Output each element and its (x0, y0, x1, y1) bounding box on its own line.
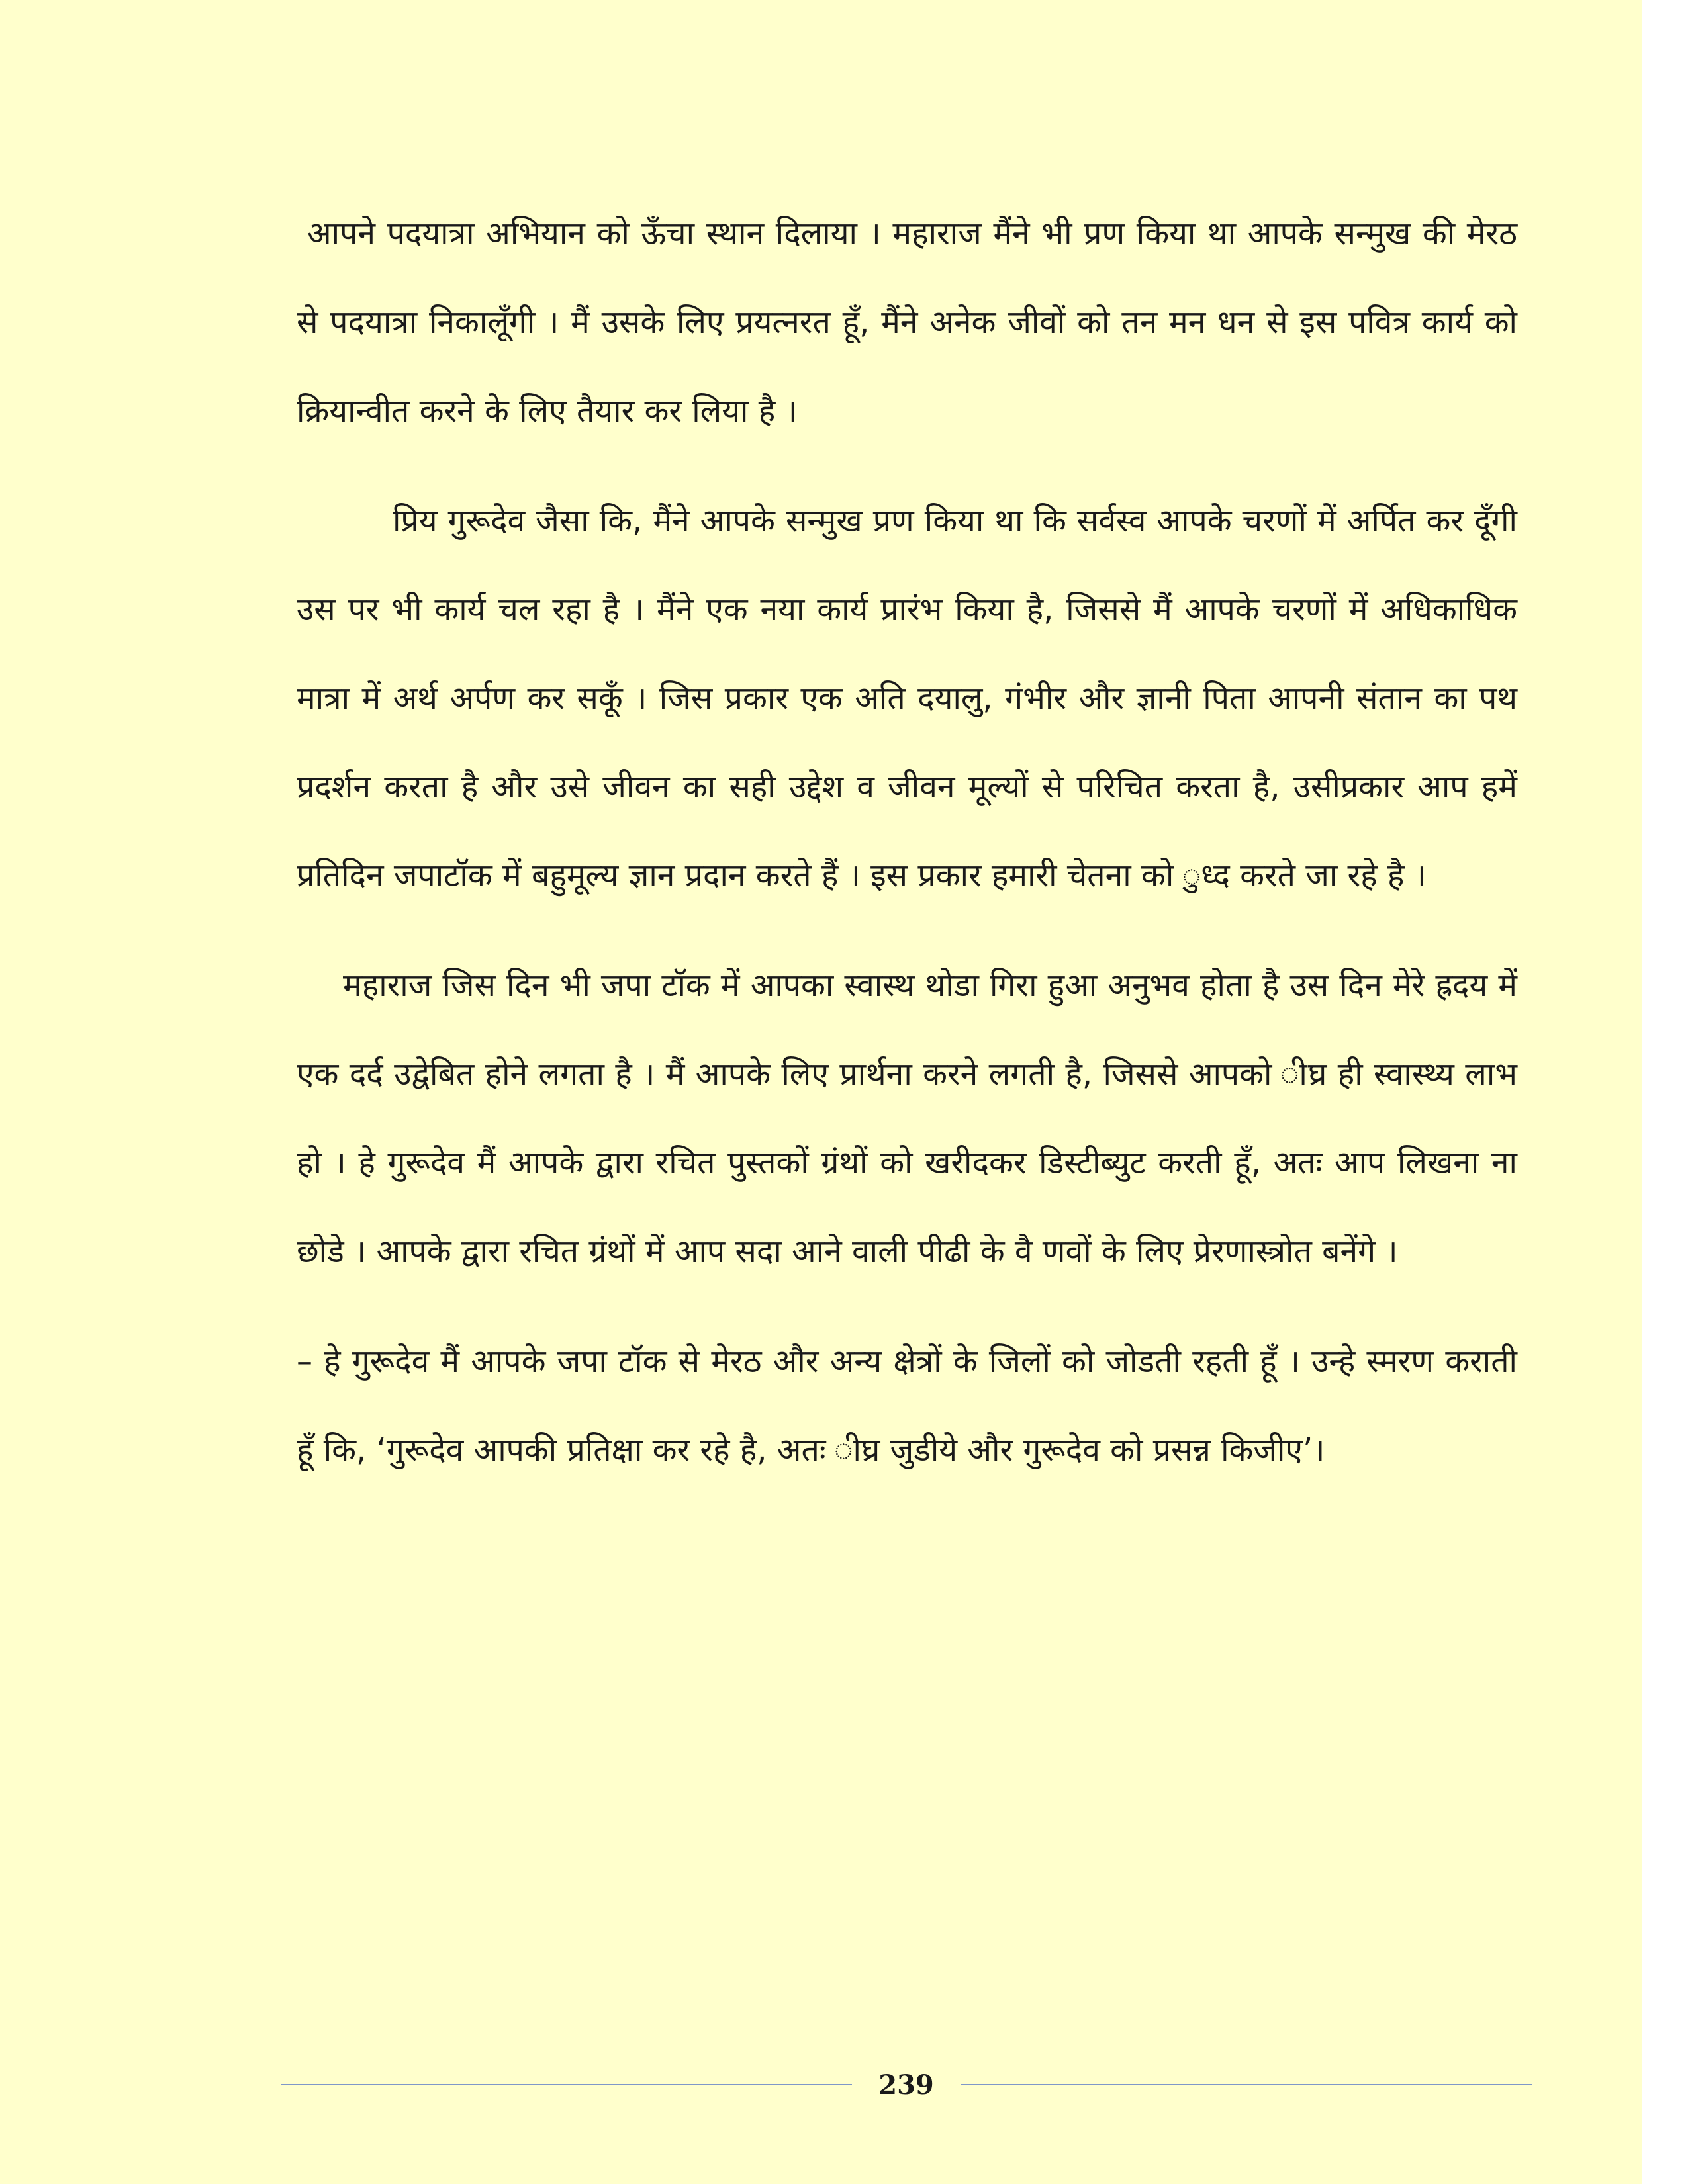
footer-rule-right (961, 2084, 1532, 2085)
paragraph-1: आपने पदयात्रा अभियान को ऊँचा स्थान दिलाया । महाराज मैंने भी प्रण किया था आपके सन्मुख की मेरठ से पदयात्रा निकालूँगी । मैं उसके लिए प्रयत्नरत हूँ, मैंने अनेक जीवों को तन मन धन से इस पवित्र कार्य को क्रियान्वीत करने के लिए तैयार कर लिया है । (297, 215, 1517, 430)
paragraph-3: महाराज जिस दिन भी जपा टॉक में आपका स्वास्थ थोडा गिरा हुआ अनुभव होता है उस दिन मेरे ह्रदय में एक दर्द उद्वेबित होने लगता है । मैं आपके लिए प्रार्थना करने लगती है, जिससे आपको ीघ्र ही स्वास्थ्य लाभ हो । हे गुरूदेव मैं आपके द्वारा रचित पुस्तकों ग्रंथों को खरीदकर डिस्टीब्युट करती हूँ, अतः आप लिखना ना छोडे । आपके द्वारा रचित ग्रंथों में आप सदा आने वाली पीढी के वै णवों के लिए प्रेरणास्त्रोत बनेंगे । (297, 967, 1517, 1270)
body-text (297, 189, 1517, 1516)
page-footer (281, 2065, 1532, 2105)
paragraph-4: – हे गुरूदेव मैं आपके जपा टॉक से मेरठ और अन्य क्षेत्रों के जिलों को जोडती रहती हूँ । उन्हे स्मरण कराती हूँ कि, ‘गुरूदेव आपकी प्रतिक्षा कर रहे है, अतः ीघ्र जुडीये और गुरूदेव को प्रसन्न किजीए’। (297, 1343, 1517, 1469)
page-number: 239 (878, 2069, 934, 2101)
paragraph-2: प्रिय गुरूदेव जैसा कि, मैंने आपके सन्मुख प्रण किया था कि सर्वस्व आपके चरणों में अर्पित कर दूँगी उस पर भी कार्य चल रहा है । मैंने एक नया कार्य प्रारंभ किया है, जिससे मैं आपके चरणों में अधिकाधिक मात्रा में अर्थ अर्पण कर सकूँ । जिस प्रकार एक अति दयालु, गंभीर और ज्ञानी पिता आपनी संतान का पथ प्रदर्शन करता है और उसे जीवन का सही उद्देश व जीवन मूल्यों से परिचित करता है, उसीप्रकार आप हमें प्रतिदिन जपाटॉक में बहुमूल्य ज्ञान प्रदान करते हैं । इस प्रकार हमारी चेतना को ुध्द करते जा रहे है । (297, 502, 1517, 894)
footer-rule-left (281, 2084, 852, 2085)
